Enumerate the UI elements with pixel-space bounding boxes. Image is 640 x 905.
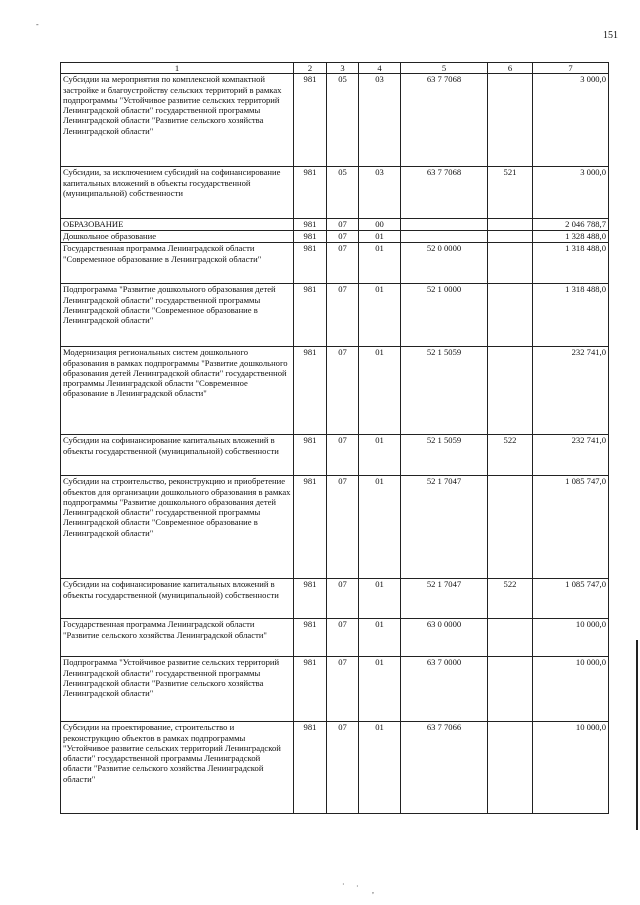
column-header: 3 (327, 63, 359, 74)
table-row (61, 219, 609, 231)
amount: 1 328 488,0 (533, 231, 609, 243)
table-row (61, 476, 609, 579)
scan-edge-line (636, 640, 638, 830)
amount: 232 741,0 (533, 435, 609, 476)
section-code: 07 (327, 347, 359, 435)
column-header: 1 (61, 63, 294, 74)
ministry-code: 981 (294, 579, 327, 619)
table-row (61, 284, 609, 347)
subsection-code: 03 (359, 74, 401, 167)
section-code: 05 (327, 74, 359, 167)
amount: 3 000,0 (533, 74, 609, 167)
item-name: Субсидии на строительство, реконструкцию и приобретение объектов для организации дошкольного образования в рамках подпрограммы "Развитие дошкольного образования детей Ленинградской области" государственной программы Ленинградской области "Современное образование в Ленинградской области" (61, 476, 294, 579)
subsection-code: 01 (359, 722, 401, 814)
section-code: 07 (327, 219, 359, 231)
column-header: 4 (359, 63, 401, 74)
item-name: Государственная программа Ленинградской области "Развитие сельского хозяйства Ленинградской области" (61, 619, 294, 657)
table-header-row (61, 63, 609, 74)
ministry-code: 981 (294, 476, 327, 579)
budget-table (60, 62, 609, 814)
item-name: Дошкольное образование (61, 231, 294, 243)
subsection-code: 01 (359, 243, 401, 284)
expense-type-code (488, 476, 533, 579)
page-number: 151 (603, 30, 618, 41)
ministry-code: 981 (294, 243, 327, 284)
amount: 1 318 488,0 (533, 243, 609, 284)
item-name: ОБРАЗОВАНИЕ (61, 219, 294, 231)
section-code: 05 (327, 167, 359, 219)
item-name: Подпрограмма "Развитие дошкольного образования детей Ленинградской области" государственной программы Ленинградской области "Современное образование в Ленинградской области" (61, 284, 294, 347)
ministry-code: 981 (294, 231, 327, 243)
amount: 3 000,0 (533, 167, 609, 219)
expense-type-code (488, 231, 533, 243)
ministry-code: 981 (294, 74, 327, 167)
amount: 1 318 488,0 (533, 284, 609, 347)
section-code: 07 (327, 435, 359, 476)
subsection-code: 01 (359, 231, 401, 243)
subsection-code: 00 (359, 219, 401, 231)
item-name: Модернизация региональных систем дошкольного образования в рамках подпрограммы "Развитие дошкольного образования детей Ленинградской области" государственной программы Ленинградской области "Современное образование в Ленинградской области" (61, 347, 294, 435)
ministry-code: 981 (294, 657, 327, 722)
expense-type-code (488, 74, 533, 167)
column-header: 5 (401, 63, 488, 74)
target-article-code: 52 1 7047 (401, 579, 488, 619)
section-code: 07 (327, 579, 359, 619)
section-code: 07 (327, 619, 359, 657)
expense-type-code (488, 619, 533, 657)
subsection-code: 03 (359, 167, 401, 219)
target-article-code: 52 1 5059 (401, 435, 488, 476)
table-row (61, 167, 609, 219)
item-name: Субсидии на проектирование, строительство и реконструкцию объектов в рамках подпрограммы "Устойчивое развитие сельских территорий Ленинградской области" государственной программы Ленинградской области "Развитие сельского хозяйства Ленинградской области" (61, 722, 294, 814)
section-code: 07 (327, 231, 359, 243)
table-row (61, 435, 609, 476)
target-article-code: 63 7 7068 (401, 167, 488, 219)
amount: 10 000,0 (533, 722, 609, 814)
expense-type-code (488, 219, 533, 231)
amount: 10 000,0 (533, 657, 609, 722)
scan-speck: , (372, 886, 374, 895)
amount: 1 085 747,0 (533, 579, 609, 619)
ministry-code: 981 (294, 284, 327, 347)
item-name: Субсидии, за исключением субсидий на софинансирование капитальных вложений в объекты государственной (муниципальной) собственности (61, 167, 294, 219)
table-row (61, 347, 609, 435)
column-header: 2 (294, 63, 327, 74)
amount: 232 741,0 (533, 347, 609, 435)
target-article-code: 63 7 7066 (401, 722, 488, 814)
subsection-code: 01 (359, 347, 401, 435)
table-row (61, 619, 609, 657)
column-header: 6 (488, 63, 533, 74)
expense-type-code: 522 (488, 435, 533, 476)
subsection-code: 01 (359, 284, 401, 347)
expense-type-code (488, 657, 533, 722)
target-article-code: 63 7 7068 (401, 74, 488, 167)
target-article-code: 52 1 7047 (401, 476, 488, 579)
item-name: Субсидии на софинансирование капитальных вложений в объекты государственной (муниципальной) собственности (61, 579, 294, 619)
item-name: Субсидии на мероприятия по комплексной компактной застройке и благоустройству сельских территорий в рамках подпрограммы "Устойчивое развитие сельских территорий Ленинградской области" государственной программы Ленинградской области "Развитие сельского хозяйства Ленинградской области" (61, 74, 294, 167)
target-article-code: 52 1 5059 (401, 347, 488, 435)
ministry-code: 981 (294, 435, 327, 476)
scan-speck: · (356, 882, 359, 891)
expense-type-code: 521 (488, 167, 533, 219)
section-code: 07 (327, 476, 359, 579)
section-code: 07 (327, 284, 359, 347)
table-row (61, 231, 609, 243)
column-header: 7 (533, 63, 609, 74)
expense-type-code (488, 284, 533, 347)
expense-type-code (488, 243, 533, 284)
subsection-code: 01 (359, 619, 401, 657)
subsection-code: 01 (359, 435, 401, 476)
item-name: Субсидии на софинансирование капитальных вложений в объекты государственной (муниципальной) собственности (61, 435, 294, 476)
ministry-code: 981 (294, 347, 327, 435)
subsection-code: 01 (359, 657, 401, 722)
ministry-code: 981 (294, 167, 327, 219)
expense-type-code (488, 347, 533, 435)
expense-type-code (488, 722, 533, 814)
amount: 1 085 747,0 (533, 476, 609, 579)
ministry-code: 981 (294, 722, 327, 814)
section-code: 07 (327, 243, 359, 284)
amount: 2 046 788,7 (533, 219, 609, 231)
item-name: Подпрограмма "Устойчивое развитие сельских территорий Ленинградской области" государственной программы Ленинградской области "Развитие сельского хозяйства Ленинградской области" (61, 657, 294, 722)
subsection-code: 01 (359, 476, 401, 579)
scan-speck: - (36, 20, 39, 29)
target-article-code (401, 231, 488, 243)
item-name: Государственная программа Ленинградской области "Современное образование в Ленинградской области" (61, 243, 294, 284)
amount: 10 000,0 (533, 619, 609, 657)
table-row (61, 579, 609, 619)
target-article-code: 52 0 0000 (401, 243, 488, 284)
expense-type-code: 522 (488, 579, 533, 619)
target-article-code: 52 1 0000 (401, 284, 488, 347)
ministry-code: 981 (294, 219, 327, 231)
table-row (61, 243, 609, 284)
section-code: 07 (327, 657, 359, 722)
section-code: 07 (327, 722, 359, 814)
target-article-code (401, 219, 488, 231)
table-row (61, 74, 609, 167)
target-article-code: 63 0 0000 (401, 619, 488, 657)
table-row (61, 722, 609, 814)
scan-speck: · (342, 880, 345, 889)
ministry-code: 981 (294, 619, 327, 657)
target-article-code: 63 7 0000 (401, 657, 488, 722)
subsection-code: 01 (359, 579, 401, 619)
table-row (61, 657, 609, 722)
